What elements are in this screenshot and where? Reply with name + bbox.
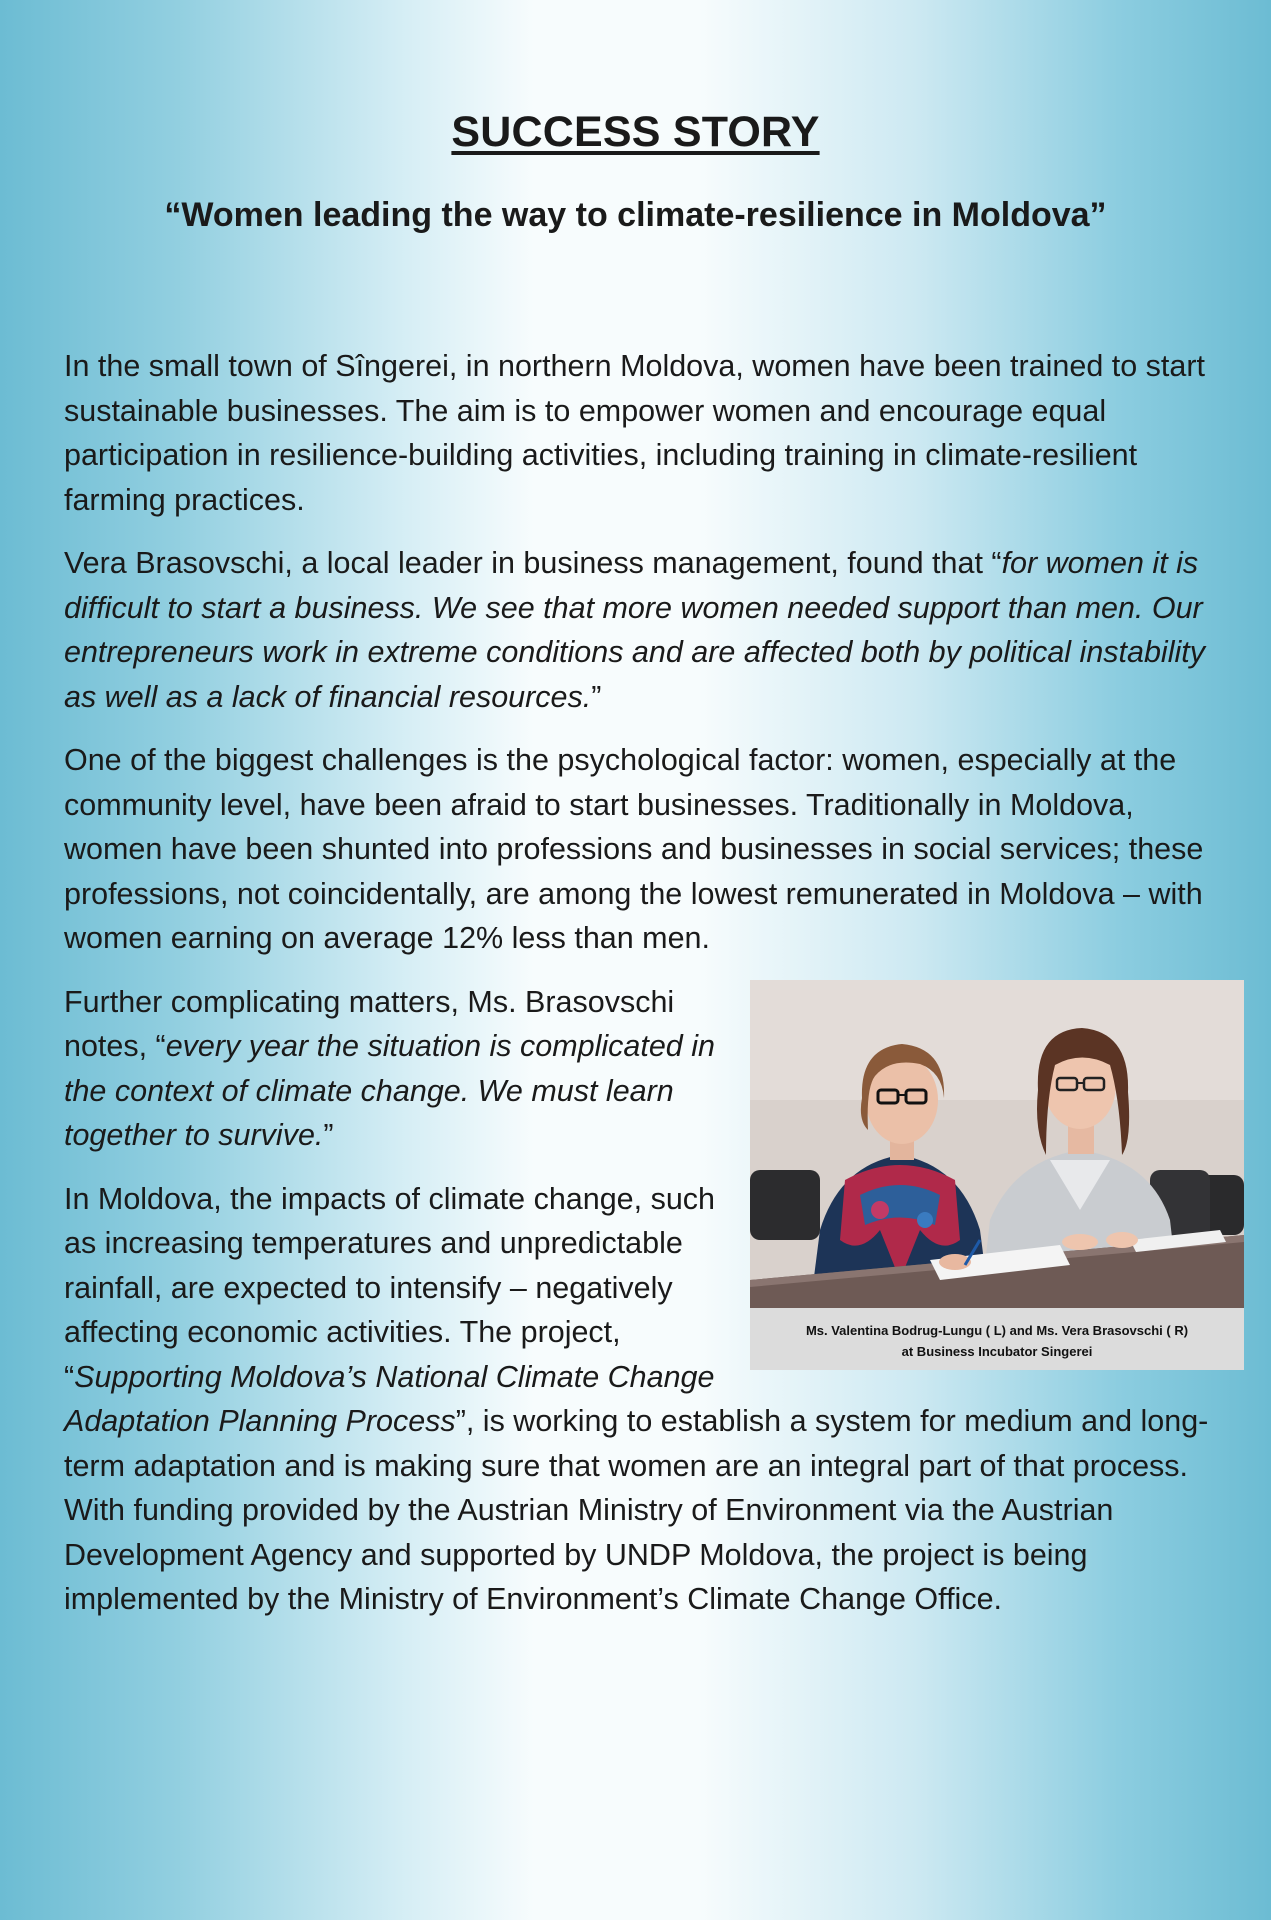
paragraph-vera-quote	[64, 541, 1234, 719]
paragraph-intro: In the small town of Sîngerei, in northern Moldova, women have been trained to start sustainable businesses. The aim is to empower women and encourage equal participation in resilience-building activities, including training in climate-resilient farming practices.	[64, 349, 1205, 517]
paragraph-challenges: One of the biggest challenges is the psychological factor: women, especially at the community level, have been afraid to start businesses. Traditionally in Moldova, women have been shunted into professions and businesses in social services; these professions, not coincidentally, are among the lowest remunerated in Moldova – with women earning on average 12% less than men.	[64, 743, 1204, 955]
quote-text: for women it is difficult to start a business. We see that more women needed support than men. Our entrepreneurs work in extreme conditions and are affected both by political instability as well as a lack of financial resources.	[64, 546, 1205, 714]
caption-line-1: Ms. Valentina Bodrug-Lungu ( L) and Ms. Vera Brasovschi ( R)	[805, 1322, 1189, 1338]
photo-caption	[750, 1308, 1244, 1362]
paragraph-text-end: ”, is working to establish a system for medium and long-term adaptation and is making sure that women are an integral part of that process. With funding provided by the Austrian Ministry of Environment via the Austrian Development Agency and supported by UNDP Moldova, the project is being implemented by the Ministry of Environment’s Climate Change Office.	[64, 1404, 1209, 1616]
page-subtitle: “Women leading the way to climate-resilience in Moldova”	[164, 196, 1107, 234]
page-title: SUCCESS STORY	[451, 108, 820, 156]
quote-close: ”	[323, 1118, 334, 1152]
photo-figure	[750, 980, 1244, 1370]
paragraph-text: Further complicating matters, Ms. Brasovschi notes, “	[64, 984, 675, 1063]
quote-close: ”	[591, 679, 602, 714]
story-body	[64, 344, 1234, 1641]
paragraph-text: In Moldova, the impacts of climate change, such as increasing temperatures and unpredictable rainfall, are expected to intensify – negatively affecting economic activities. The project, “	[64, 1181, 715, 1394]
photo-two-women-at-table	[750, 980, 1244, 1308]
caption-line-2: at Business Incubator Singerei	[901, 1343, 1093, 1359]
paragraph-text: Vera Brasovschi, a local leader in business management, found that “	[64, 546, 1002, 580]
project-name: Supporting Moldova’s National Climate Change Adaptation Planning Process	[64, 1359, 715, 1438]
quote-text: every year the situation is complicated in the context of climate change. We must learn together to survive.	[64, 1029, 715, 1152]
